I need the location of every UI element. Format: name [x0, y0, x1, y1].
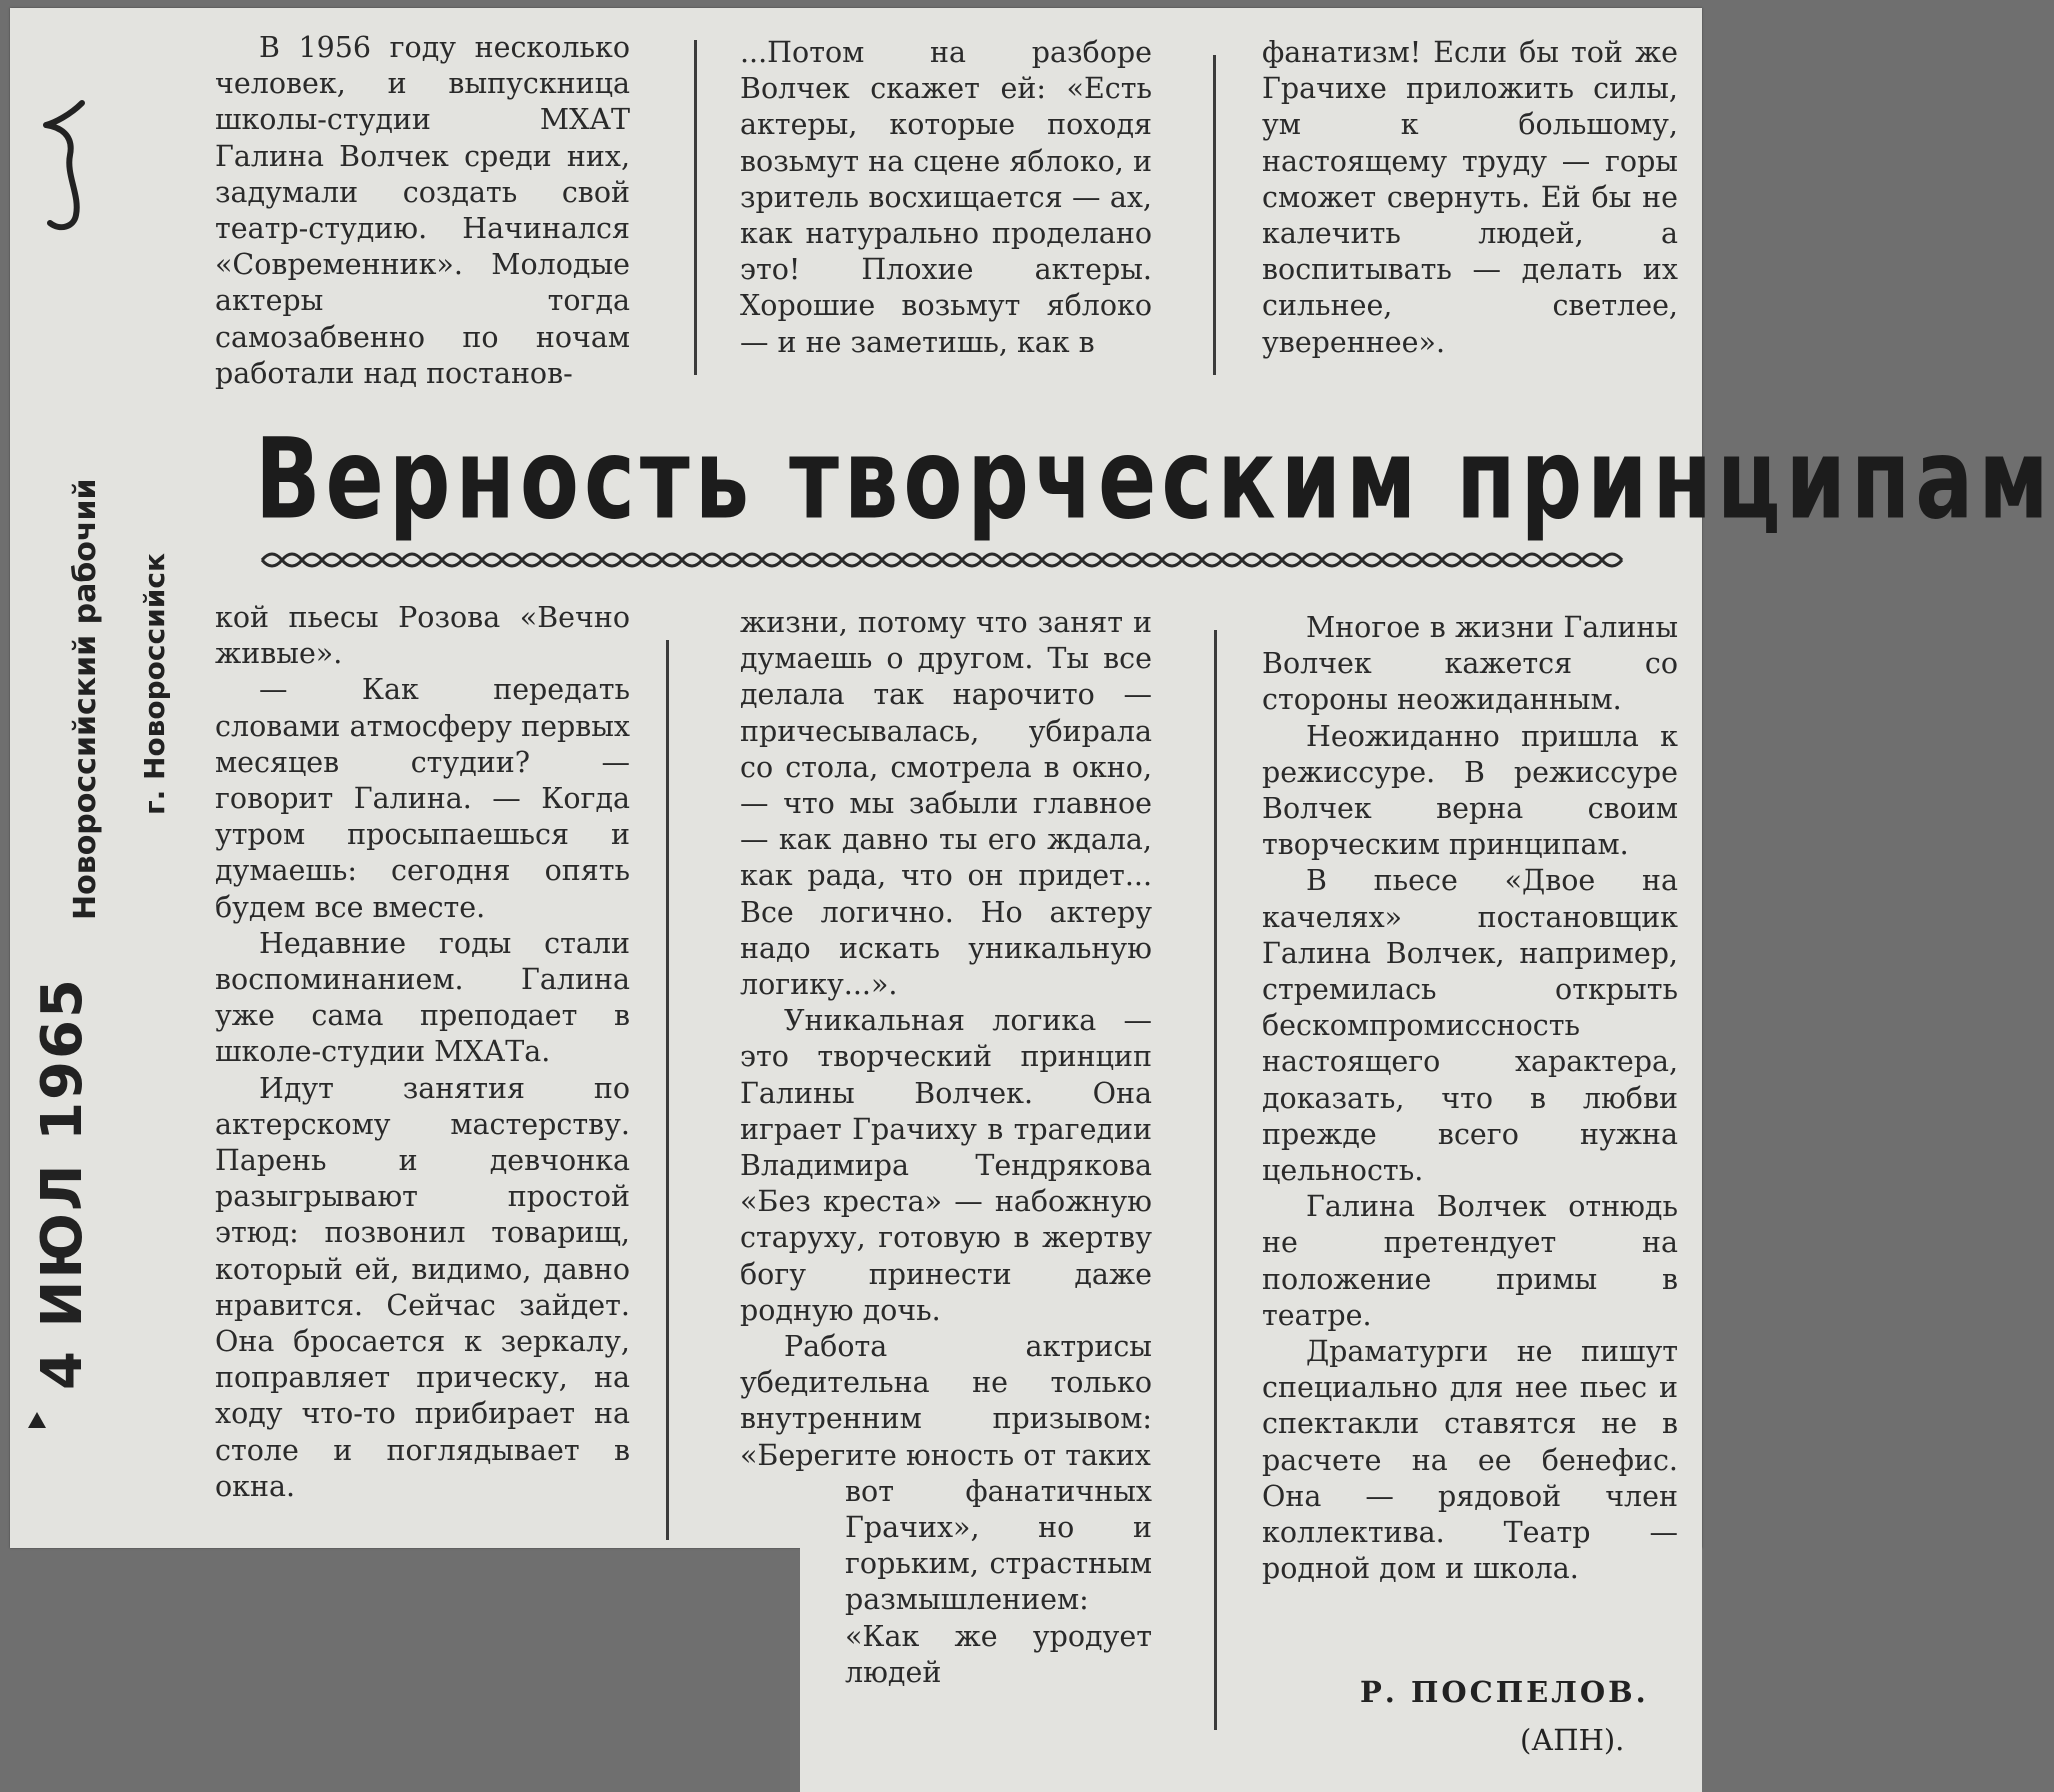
- stamp-arrow-icon: [28, 1412, 46, 1428]
- paragraph: кой пьесы Розова «Вечно живые».: [215, 601, 630, 671]
- bottom-column-1: [215, 600, 630, 1505]
- top-column-3: [1262, 35, 1678, 361]
- column-rule: [1213, 55, 1216, 375]
- handwritten-mark-icon: [40, 95, 98, 235]
- paragraph: Уникальная логика — это творческий принцип Галины Волчек. Она играет Грачиху в трагедии Владимира Тендрякова «Без креста» — набожную старуху, готовую в жертву богу принести даже родную дочь.: [740, 1004, 1152, 1327]
- paragraph: фанатизм! Если бы той же Грачихе приложить силы, ум к большому, настоящему труду — горы сможет свернуть. Ей бы не калечить людей, а воспитывать — делать их сильнее, светлее, увереннее».: [1262, 36, 1678, 359]
- paragraph: Неожиданно пришла к режиссуре. В режиссуре Волчек верна своим творческим принципам.: [1262, 719, 1678, 862]
- paragraph: Недавние годы стали воспоминанием. Галина уже сама преподает в школе-студии МХАТа.: [215, 926, 630, 1069]
- column-rule: [666, 640, 669, 1540]
- column-rule: [694, 40, 697, 375]
- paragraph: Работа актрисы убедительна не только внутренним призывом: «Берегите юность от таких: [740, 1330, 1152, 1472]
- paragraph: Идут занятия по актерскому мастерству. Парень и девчонка разыгрывают простой этюд: позвонил товарищ, который ей, видимо, давно нравится. Сейчас зайдет. Она бросается к зеркалу, поправляет прическу, на ходу что-то прибирает на столе и поглядывает в окна.: [215, 1071, 630, 1503]
- author-signature: Р. ПОСПЕЛОВ.: [1360, 1675, 1649, 1709]
- bottom-column-2: [740, 605, 1152, 1691]
- article-headline: Верность творческим принципам: [255, 415, 2054, 545]
- paragraph: В пьесе «Двое на качелях» постановщик Галина Волчек, например, стремилась открыть бескомпромиссность настоящего характера, доказать, что в любви прежде всего нужна цельность.: [1262, 864, 1678, 1188]
- paragraph: ...Потом на разборе Волчек скажет ей: «Есть актеры, которые походя возьмут на сцене яблоко, и зритель восхищается — ах, как натурально проделано это! Плохие актеры. Хорошие возьмут яблоко — и не заметишь, как в: [740, 36, 1152, 359]
- paragraph: жизни, потому что занят и думаешь о другом. Ты все делала так нарочито — причесывалась, убирала со стола, смотрела в окно, — что мы забыли главное — как давно ты его ждала, как рада, что он придет... Все логично. Но актеру надо искать уникальную логику...».: [740, 606, 1152, 1002]
- news-agency: (АПН).: [1520, 1723, 1625, 1757]
- top-column-2: [740, 35, 1152, 361]
- date-stamp: 4 ИЮЛ 1965: [30, 977, 95, 1390]
- paragraph: В 1956 году несколько человек, и выпускница школы-студии МХАТ Галина Волчек среди них, задумали создать свой театр-студию. Начинался «Современник». Молодые актеры тогда самозабвенно по ночам работали над постанов-: [215, 31, 630, 390]
- paragraph: Драматурги не пишут специально для нее пьес и спектакли ставятся не в расчете на ее бенефис. Она — рядовой член коллектива. Театр — родной дом и школа.: [1262, 1335, 1678, 1586]
- newspaper-city: г. Новороссийск: [138, 553, 171, 815]
- paragraph: — Как передать словами атмосферу первых месяцев студии? — говорит Галина. — Когда утром просыпаешься и думаешь: сегодня опять будем все вместе.: [215, 673, 630, 924]
- top-column-1: [215, 30, 630, 392]
- bottom-column-3: [1262, 610, 1678, 1587]
- paragraph: Галина Волчек отнюдь не претендует на положение примы в театре.: [1262, 1190, 1678, 1332]
- headline-ornament-rule: [262, 548, 1622, 572]
- paragraph: вот фанатичных Грачих», но и горьким, страстным размышлением: «Как же уродует людей: [845, 1474, 1152, 1689]
- paragraph: Многое в жизни Галины Волчек кажется со стороны неожиданным.: [1262, 611, 1678, 717]
- column-rule: [1214, 630, 1217, 1730]
- newspaper-name: Новороссийский рабочий: [68, 478, 103, 920]
